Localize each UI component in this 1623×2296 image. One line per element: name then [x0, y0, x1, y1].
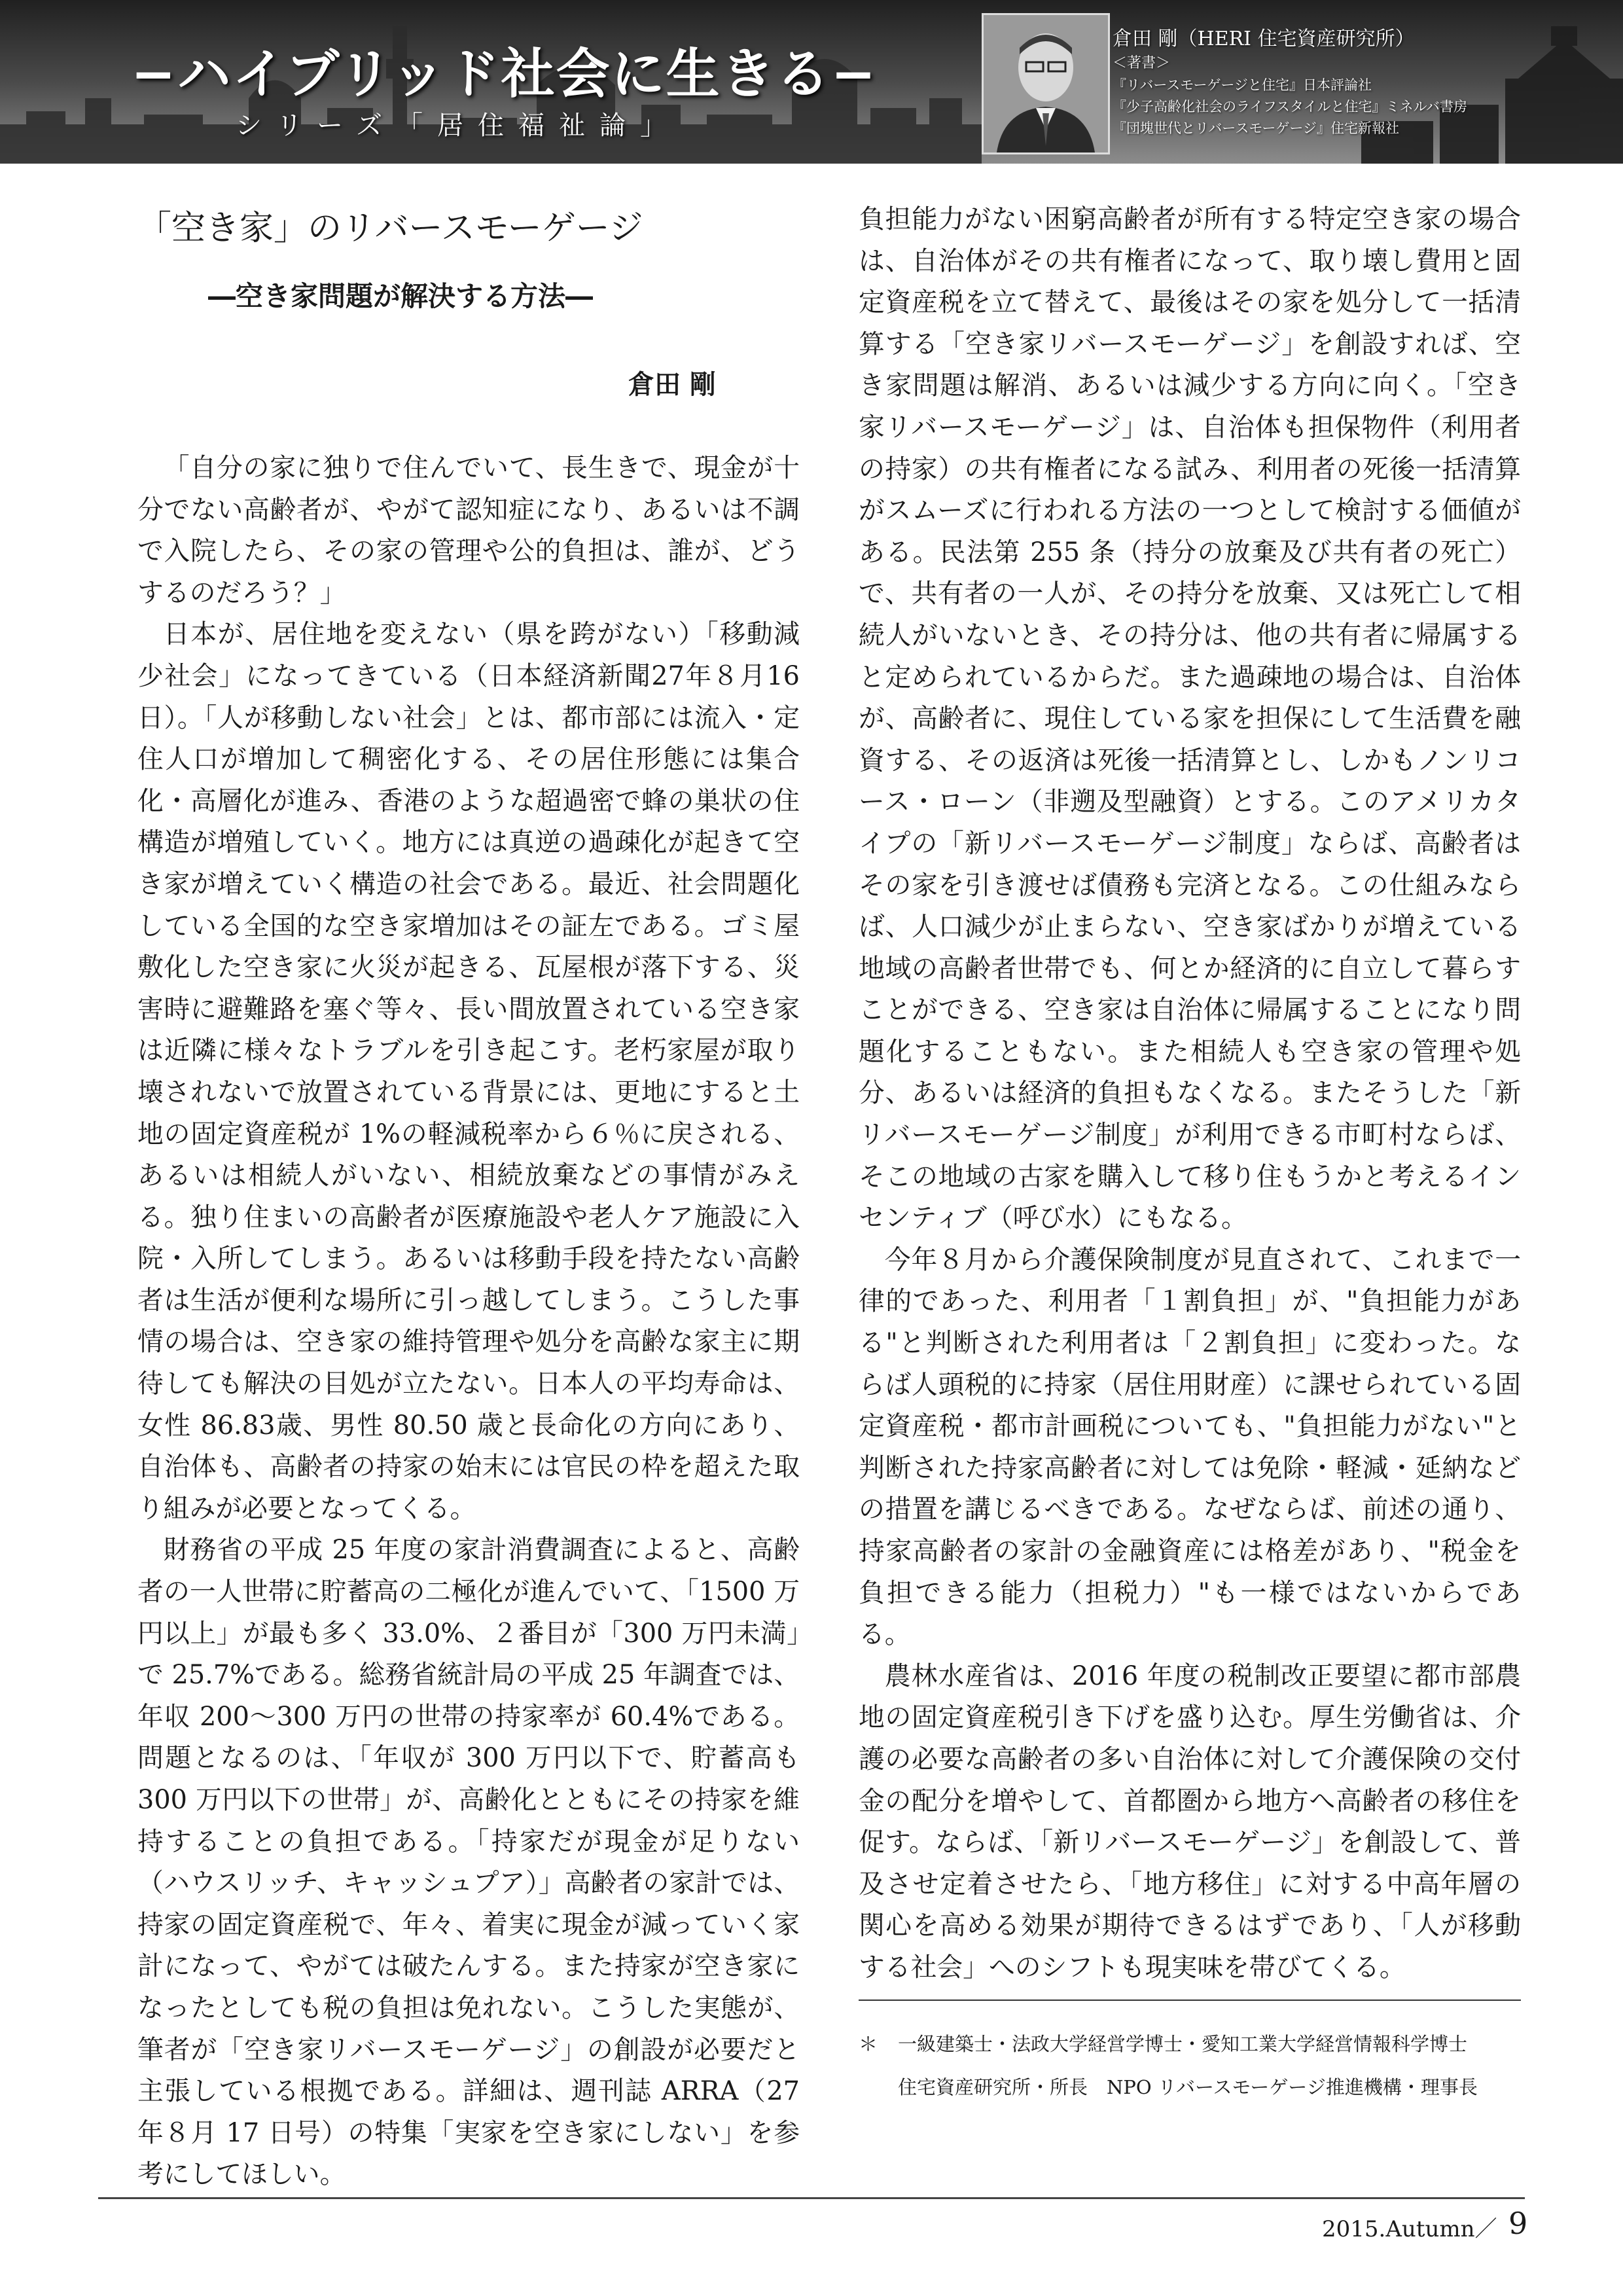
book-item: 『少子高齢化社会のライフスタイルと住宅』ミネルバ書房	[1113, 99, 1468, 115]
body-paragraph: 日本が、居住地を変えない（県を跨がない）「移動減少社会」になってきている（日本経済新聞27年８月16日）。「人が移動しない社会」とは、都市部には流入・定住人口が増加して稠密化する、その居住形態には集合化・高層化が進み、香港のような超過密で蜂の巣状の住構造が増殖していく。地方には真逆の過疎化が起きて空き家が増えていく構造の社会である。最近、社会問題化している全国的な空き家増加はその証左である。ゴミ屋敷化した空き家に火災が起きる、瓦屋根が落下する、災害時に避難路を塞ぐ等々、長い間放置されている空き家は近隣に様々なトラブルを引き起こす。老朽家屋が取り壊されないで放置されている背景には、更地にすると土地の固定資産税が 1%の軽減税率から６％に戻される、あるいは相続人がいない、相続放棄などの事情がみえる。独り住まいの高齢者が医療施設や老人ケア施設に入院・入所してしまう。あるいは移動手段を持たない高齢者は生活が便利な場所に引っ越してしまう。こうした事情の場合は、空き家の維持管理や処分を高齢な家主に期待しても解決の目処が立たない。日本人の平均寿命は、女性 86.83歳、男性 80.50 歳と長命化の方向にあり、自治体も、高齢者の持家の始末には官民の枠を超えた取り組みが必要となってくる。	[137, 619, 800, 1524]
footnote-mark: ＊	[859, 2033, 878, 2055]
author-photo-illustration	[984, 15, 1108, 152]
book-item: 『団塊世代とリバースモーゲージ』住宅新報社	[1113, 120, 1400, 136]
series-subtitle: シリーズ「居住福祉論」	[236, 111, 681, 141]
series-banner	[0, 0, 1623, 164]
books-label: ＜著書＞	[1113, 55, 1171, 71]
issue-label: 2015.Autumn／	[1322, 2216, 1497, 2242]
author-portrait	[982, 13, 1110, 154]
book-item: 『リバースモーゲージと住宅』日本評論社	[1113, 77, 1372, 93]
body-paragraph: 今年８月から介護保険制度が見直されて、これまで一律的であった、利用者「１割負担」が、"負担能力がある"と判断された利用者は「２割負担」に変わった。ならば人頭税的に持家（居住用財産）に課せられている固定資産税・都市計画税についても、"負担能力がない"と判断された持家高齢者に対しては免除・軽減・延納などの措置を講じるべきである。なぜならば、前述の通り、持家高齢者の家計の金融資産には格差があり、"税金を負担できる能力（担税力）"も一様ではないからである。	[859, 1244, 1521, 1650]
left-column	[137, 448, 800, 2196]
right-column	[859, 199, 1521, 1989]
body-paragraph: 「自分の家に独りで住んでいて、長生きで、現金が十分でない高齢者が、やがて認知症になり、あるいは不調で入院したら、その家の管理や公的負担は、誰が、どうするのだろう？」	[137, 453, 800, 608]
author-profile	[1113, 26, 1467, 139]
article-author: 倉田 剛	[628, 370, 716, 400]
article-subtitle: ―空き家問題が解決する方法―	[208, 280, 594, 312]
footnote-line-1: 一級建築士・法政大学経営学博士・愛知工業大学経営情報科学博士	[898, 2033, 1468, 2055]
body-paragraph: 負担能力がない困窮高齢者が所有する特定空き家の場合は、自治体がその共有権者になって、取り壊し費用と固定資産税を立て替えて、最後はその家を処分して一括清算する「空き家リバースモーゲージ」を創設すれば、空き家問題は解消、あるいは減少する方向に向く。「空き家リバースモーゲージ」は、自治体も担保物件（利用者の持家）の共有権者になる試み、利用者の死後一括清算がスムーズに行われる方法の一つとして検討する価値がある。民法第 255 条（持分の放棄及び共有者の死亡）で、共有者の一人が、その持分を放棄、又は死亡して相続人がいないとき、その持分は、他の共有者に帰属すると定められているからだ。また過疎地の場合は、自治体が、高齢者に、現住している家を担保にして生活費を融資する、その返済は死後一括清算とし、しかもノンリコース・ローン（非遡及型融資）とする。このアメリカタイプの「新リバースモーゲージ制度」ならば、高齢者はその家を引き渡せば債務も完済となる。この仕組みならば、人口減少が止まらない、空き家ばかりが増えている地域の高齢者世帯でも、何とか経済的に自立して暮らすことができる、空き家は自治体に帰属することになり問題化することもない。また相続人も空き家の管理や処分、あるいは経済的負担もなくなる。またそうした「新リバースモーゲージ制度」が利用できる市町村ならば、そこの地域の古家を購入して移り住もうかと考えるインセンティブ（呼び水）にもなる。	[859, 204, 1521, 1234]
article-title: 「空き家」のリバースモーゲージ	[137, 209, 643, 248]
profile-author-name: 倉田 剛（HERI 住宅資産研究所）	[1113, 27, 1415, 50]
body-paragraph: 財務省の平成 25 年度の家計消費調査によると、高齢者の一人世帯に貯蓄高の二極化が進んでいて、「1500 万円以上」が最も多く 33.0%、２番目が「300 万円未満」で 25.7%である。総務省統計局の平成 25 年調査では、年収 200〜300 万円の世帯の持家率が 60.4%である。問題となるのは、「年収が 300 万円以下で、貯蓄高も 300 万円以下の世帯」が、高齢化とともにその持家を維持することの負担である。「持家だが現金が足りない（ハウスリッチ、キャッシュプア）」高齢者の家計では、持家の固定資産税で、年々、着実に現金が減っていく家計になって、やがては破たんする。また持家が空き家になったとしても税の負担は免れない。こうした実態が、筆者が「空き家リバースモーゲージ」の創設が必要だと主張している根拠である。詳細は、週刊誌 ARRA（27 年８月 17 日号）の特集「実家を空き家にしない」を参考にしてほしい。	[137, 1535, 800, 2190]
footnote-divider	[859, 2000, 1521, 2001]
body-paragraph: 農林水産省は、2016 年度の税制改正要望に都市部農地の固定資産税引き下げを盛り込む。厚生労働省は、介護の必要な高齢者の多い自治体に対して介護保険の交付金の配分を増やして、首都圏から地方へ高齢者の移住を促す。ならば、「新リバースモーゲージ」を創設して、普及させ定着させたら、「地方移住」に対する中高年層の関心を高める効果が期待できるはずであり、「人が移動する社会」へのシフトも現実味を帯びてくる。	[859, 1660, 1521, 1982]
author-footnote	[859, 2022, 1578, 2109]
series-title: −ハイブリッド社会に生きる−	[131, 43, 878, 105]
page-number: 9	[1508, 2206, 1528, 2241]
footer-divider	[98, 2197, 1525, 2199]
footnote-line-2: 住宅資産研究所・所長 NPO リバースモーゲージ推進機構・理事長	[898, 2076, 1478, 2098]
